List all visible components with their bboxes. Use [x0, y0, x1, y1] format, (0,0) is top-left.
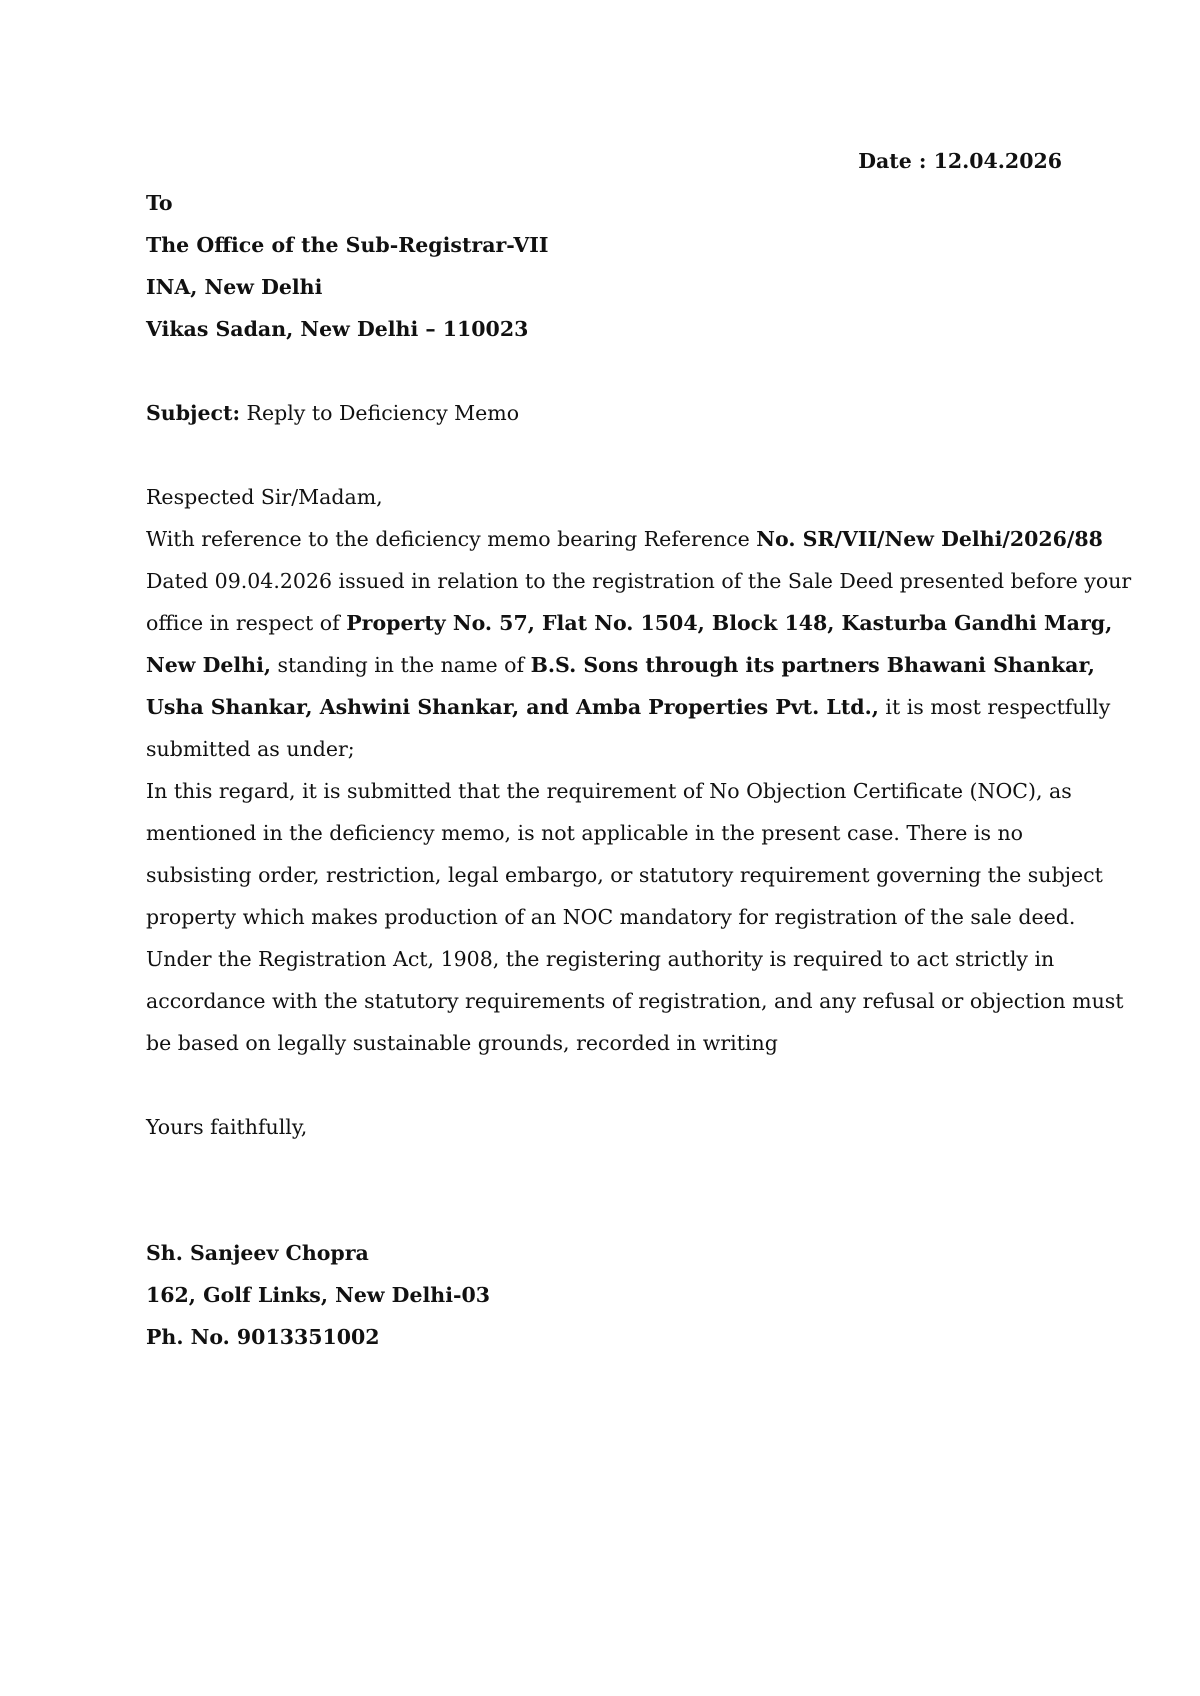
para1-line: submitted as under; [146, 737, 355, 761]
addressee-location: INA, New Delhi [146, 275, 323, 299]
addressee-address: Vikas Sadan, New Delhi – 110023 [146, 317, 529, 341]
subject-text: Reply to Deficiency Memo [240, 401, 520, 425]
para1-text: office in respect of [146, 611, 347, 635]
closing: Yours faithfully, [146, 1115, 308, 1139]
letter-page [146, 140, 1132, 1358]
signatory-name: Sh. Sanjeev Chopra [146, 1241, 369, 1265]
property-city: New Delhi, [146, 653, 272, 677]
para2-line: mentioned in the deficiency memo, is not applicable in the present case. There is no [146, 821, 1024, 845]
para2-line: property which makes production of an NOC mandatory for registration of the sale deed. [146, 905, 1076, 929]
addressee-office: The Office of the Sub-Registrar-VII [146, 233, 549, 257]
para2-line: subsisting order, restriction, legal embargo, or statutory requirement governing the subject [146, 863, 1103, 887]
para1-text: With reference to the deficiency memo bearing Reference [146, 527, 757, 551]
para2-line: In this regard, it is submitted that the requirement of No Objection Certificate (NOC), as [146, 779, 1072, 803]
reference-number: No. SR/VII/New Delhi/2026/88 [756, 527, 1103, 551]
subject-label: Subject: [146, 401, 241, 425]
para2-line: be based on legally sustainable grounds, recorded in writing [146, 1031, 778, 1055]
paragraph-submission [146, 770, 1124, 1064]
property-details: Property No. 57, Flat No. 1504, Block 148, Kasturba Gandhi Marg, [346, 611, 1113, 635]
owner-names-cont: Usha Shankar, Ashwini Shankar, and Amba Properties Pvt. Ltd., [146, 695, 879, 719]
signatory-address: 162, Golf Links, New Delhi-03 [146, 1283, 491, 1307]
letter-date: Date : 12.04.2026 [858, 149, 1062, 173]
salutation: Respected Sir/Madam, [146, 485, 383, 509]
addressee-to: To [146, 191, 173, 215]
para1-text: standing in the name of [271, 653, 531, 677]
para1-line: Dated 09.04.2026 issued in relation to the registration of the Sale Deed presented before your [146, 569, 1132, 593]
owner-names: B.S. Sons through its partners Bhawani Shankar, [530, 653, 1095, 677]
para2-line: Under the Registration Act, 1908, the registering authority is required to act strictly in [146, 947, 1055, 971]
para1-text: it is most respectfully [878, 695, 1111, 719]
subject-line [146, 392, 1066, 434]
para2-line: accordance with the statutory requirements of registration, and any refusal or objection must [146, 989, 1124, 1013]
signatory-phone: Ph. No. 9013351002 [146, 1325, 380, 1349]
paragraph-reference [146, 518, 1132, 770]
